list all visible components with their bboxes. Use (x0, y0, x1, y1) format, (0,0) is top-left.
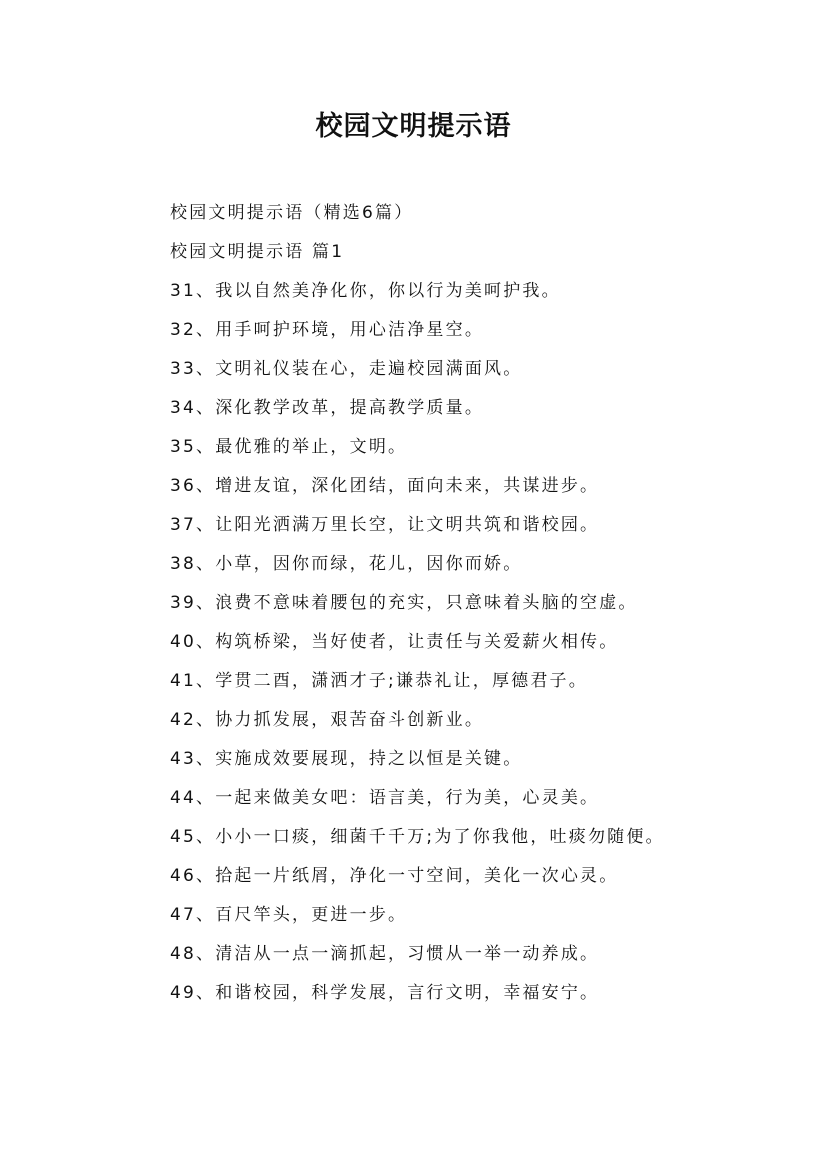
list-item: 45、小小一口痰，细菌千千万;为了你我他，吐痰勿随便。 (170, 827, 665, 847)
list-item: 39、浪费不意味着腰包的充实，只意味着头脑的空虚。 (170, 593, 638, 613)
list-item: 46、拾起一片纸屑，净化一寸空间，美化一次心灵。 (170, 866, 619, 886)
list-item: 33、文明礼仪装在心，走遍校园满面风。 (170, 359, 523, 379)
list-item: 43、实施成效要展现，持之以恒是关键。 (170, 749, 523, 769)
list-item: 31、我以自然美净化你，你以行为美呵护我。 (170, 281, 561, 301)
document-title: 校园文明提示语 (315, 111, 512, 142)
list-item: 36、增进友谊，深化团结，面向未来，共谋进步。 (170, 476, 600, 496)
list-item: 37、让阳光洒满万里长空，让文明共筑和谐校园。 (170, 515, 600, 535)
list-item: 38、小草，因你而绿，花儿，因你而娇。 (170, 554, 523, 574)
list-item: 48、清洁从一点一滴抓起，习惯从一举一动养成。 (170, 944, 600, 964)
list-item: 35、最优雅的举止，文明。 (170, 437, 408, 457)
list-item: 42、协力抓发展，艰苦奋斗创新业。 (170, 710, 485, 730)
intro-line: 校园文明提示语（精选6篇） (170, 203, 414, 223)
list-item: 47、百尺竿头，更进一步。 (170, 905, 408, 925)
list-item: 34、深化教学改革，提高教学质量。 (170, 398, 485, 418)
document-body (126, 194, 706, 1013)
list-item: 40、构筑桥梁，当好使者，让责任与关爱薪火相传。 (170, 632, 619, 652)
list-item: 41、学贯二酉，潇洒才子;谦恭礼让，厚德君子。 (170, 671, 588, 691)
list-item: 49、和谐校园，科学发展，言行文明，幸福安宁。 (170, 983, 600, 1003)
list-item: 44、一起来做美女吧：语言美，行为美，心灵美。 (170, 788, 600, 808)
list-item: 32、用手呵护环境，用心洁净星空。 (170, 320, 485, 340)
section-heading: 校园文明提示语 篇1 (170, 242, 345, 262)
